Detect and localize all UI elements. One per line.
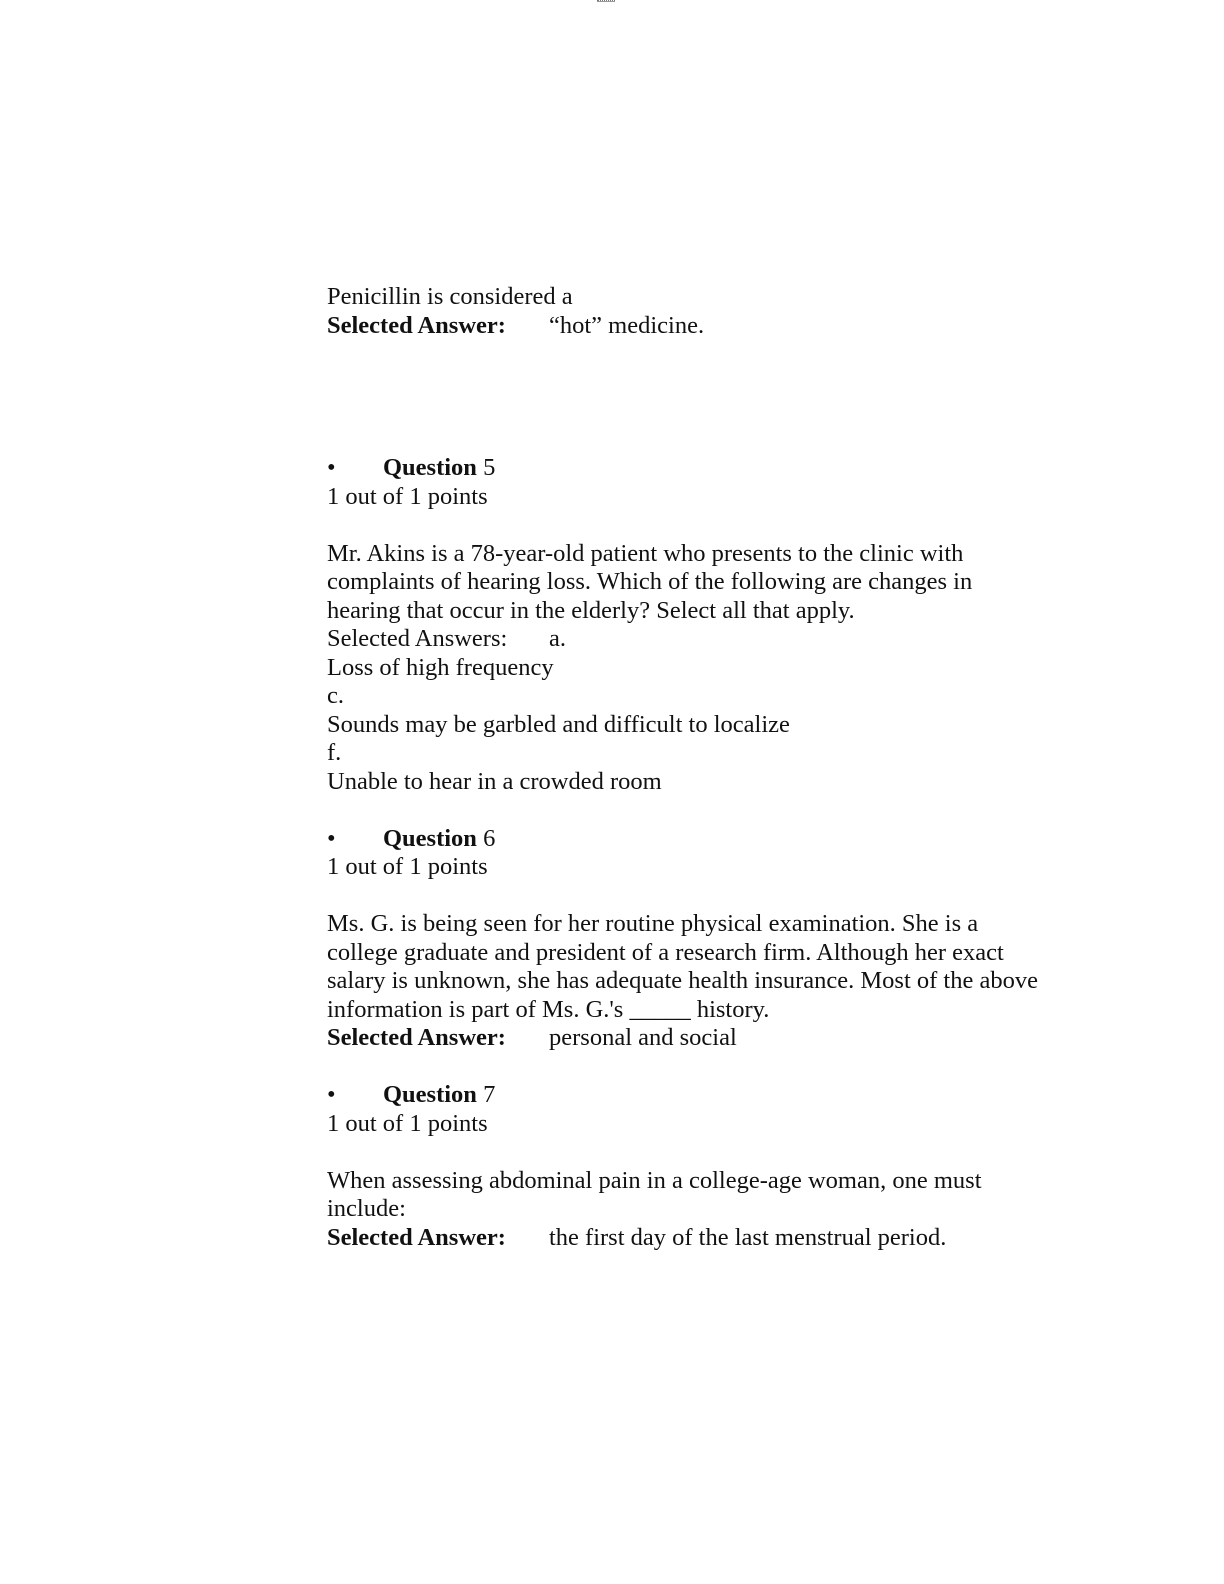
question-6-block xyxy=(327,825,1067,1053)
question-7-block xyxy=(327,1081,1067,1252)
answer-letter: c. xyxy=(327,682,344,709)
question-number: 6 xyxy=(483,824,496,852)
question-5-points: 1 out of 1 points xyxy=(327,482,488,510)
question-5-heading xyxy=(327,454,1067,483)
question-number: 5 xyxy=(483,454,496,481)
selected-answer-value: the first day of the last menstrual period. xyxy=(549,1223,947,1251)
selected-answers-label: Selected Answers: xyxy=(327,625,508,652)
selected-answer-label: Selected Answer: xyxy=(327,1024,506,1051)
question-5-block xyxy=(327,454,1067,796)
question-7-selected-answer xyxy=(327,1224,1067,1253)
selected-answer-value: personal and social xyxy=(549,1024,737,1051)
bullet-icon: • xyxy=(327,1081,336,1108)
question-word: Question xyxy=(383,454,477,481)
question-6-prompt-line: salary is unknown, she has adequate health insurance. Most of the above xyxy=(327,967,1038,994)
question-5-prompt-line: hearing that occur in the elderly? Select all that apply. xyxy=(327,596,855,624)
question-4-block xyxy=(327,283,1067,340)
question-6-selected-answer xyxy=(327,1024,1067,1053)
question-7-heading xyxy=(327,1081,1067,1110)
question-7-points: 1 out of 1 points xyxy=(327,1109,488,1137)
header-mark xyxy=(597,0,615,2)
answer-letter: a. xyxy=(549,625,566,652)
question-5-prompt-line: Mr. Akins is a 78-year-old patient who presents to the clinic with xyxy=(327,539,964,567)
question-word: Question xyxy=(383,1081,477,1108)
quiz-content xyxy=(327,283,1067,1252)
bullet-icon: • xyxy=(327,824,336,852)
selected-answer-label: Selected Answer: xyxy=(327,311,506,339)
bullet-icon: • xyxy=(327,454,336,481)
answer-text: Unable to hear in a crowded room xyxy=(327,767,662,795)
question-4-selected-answer xyxy=(327,312,1067,341)
answer-text: Loss of high frequency xyxy=(327,653,554,681)
selected-answer-value: “hot” medicine. xyxy=(549,311,705,339)
question-6-points: 1 out of 1 points xyxy=(327,853,488,880)
question-number: 7 xyxy=(483,1081,496,1108)
question-6-prompt-line: college graduate and president of a research firm. Although her exact xyxy=(327,938,1004,966)
question-4-prompt: Penicillin is considered a xyxy=(327,283,573,310)
question-5-selected-answers xyxy=(327,625,1067,654)
selected-answer-label: Selected Answer: xyxy=(327,1223,506,1251)
question-word: Question xyxy=(383,824,477,852)
question-6-heading xyxy=(327,825,1067,854)
answer-text: Sounds may be garbled and difficult to localize xyxy=(327,710,790,738)
question-7-prompt-line: include: xyxy=(327,1195,406,1222)
question-6-prompt-line: Ms. G. is being seen for her routine physical examination. She is a xyxy=(327,910,979,937)
answer-letter: f. xyxy=(327,739,342,766)
question-5-prompt-line: complaints of hearing loss. Which of the following are changes in xyxy=(327,568,973,595)
question-7-prompt-line: When assessing abdominal pain in a college-age woman, one must xyxy=(327,1166,982,1194)
question-6-prompt-line: information is part of Ms. G.'s _____ history. xyxy=(327,995,770,1023)
